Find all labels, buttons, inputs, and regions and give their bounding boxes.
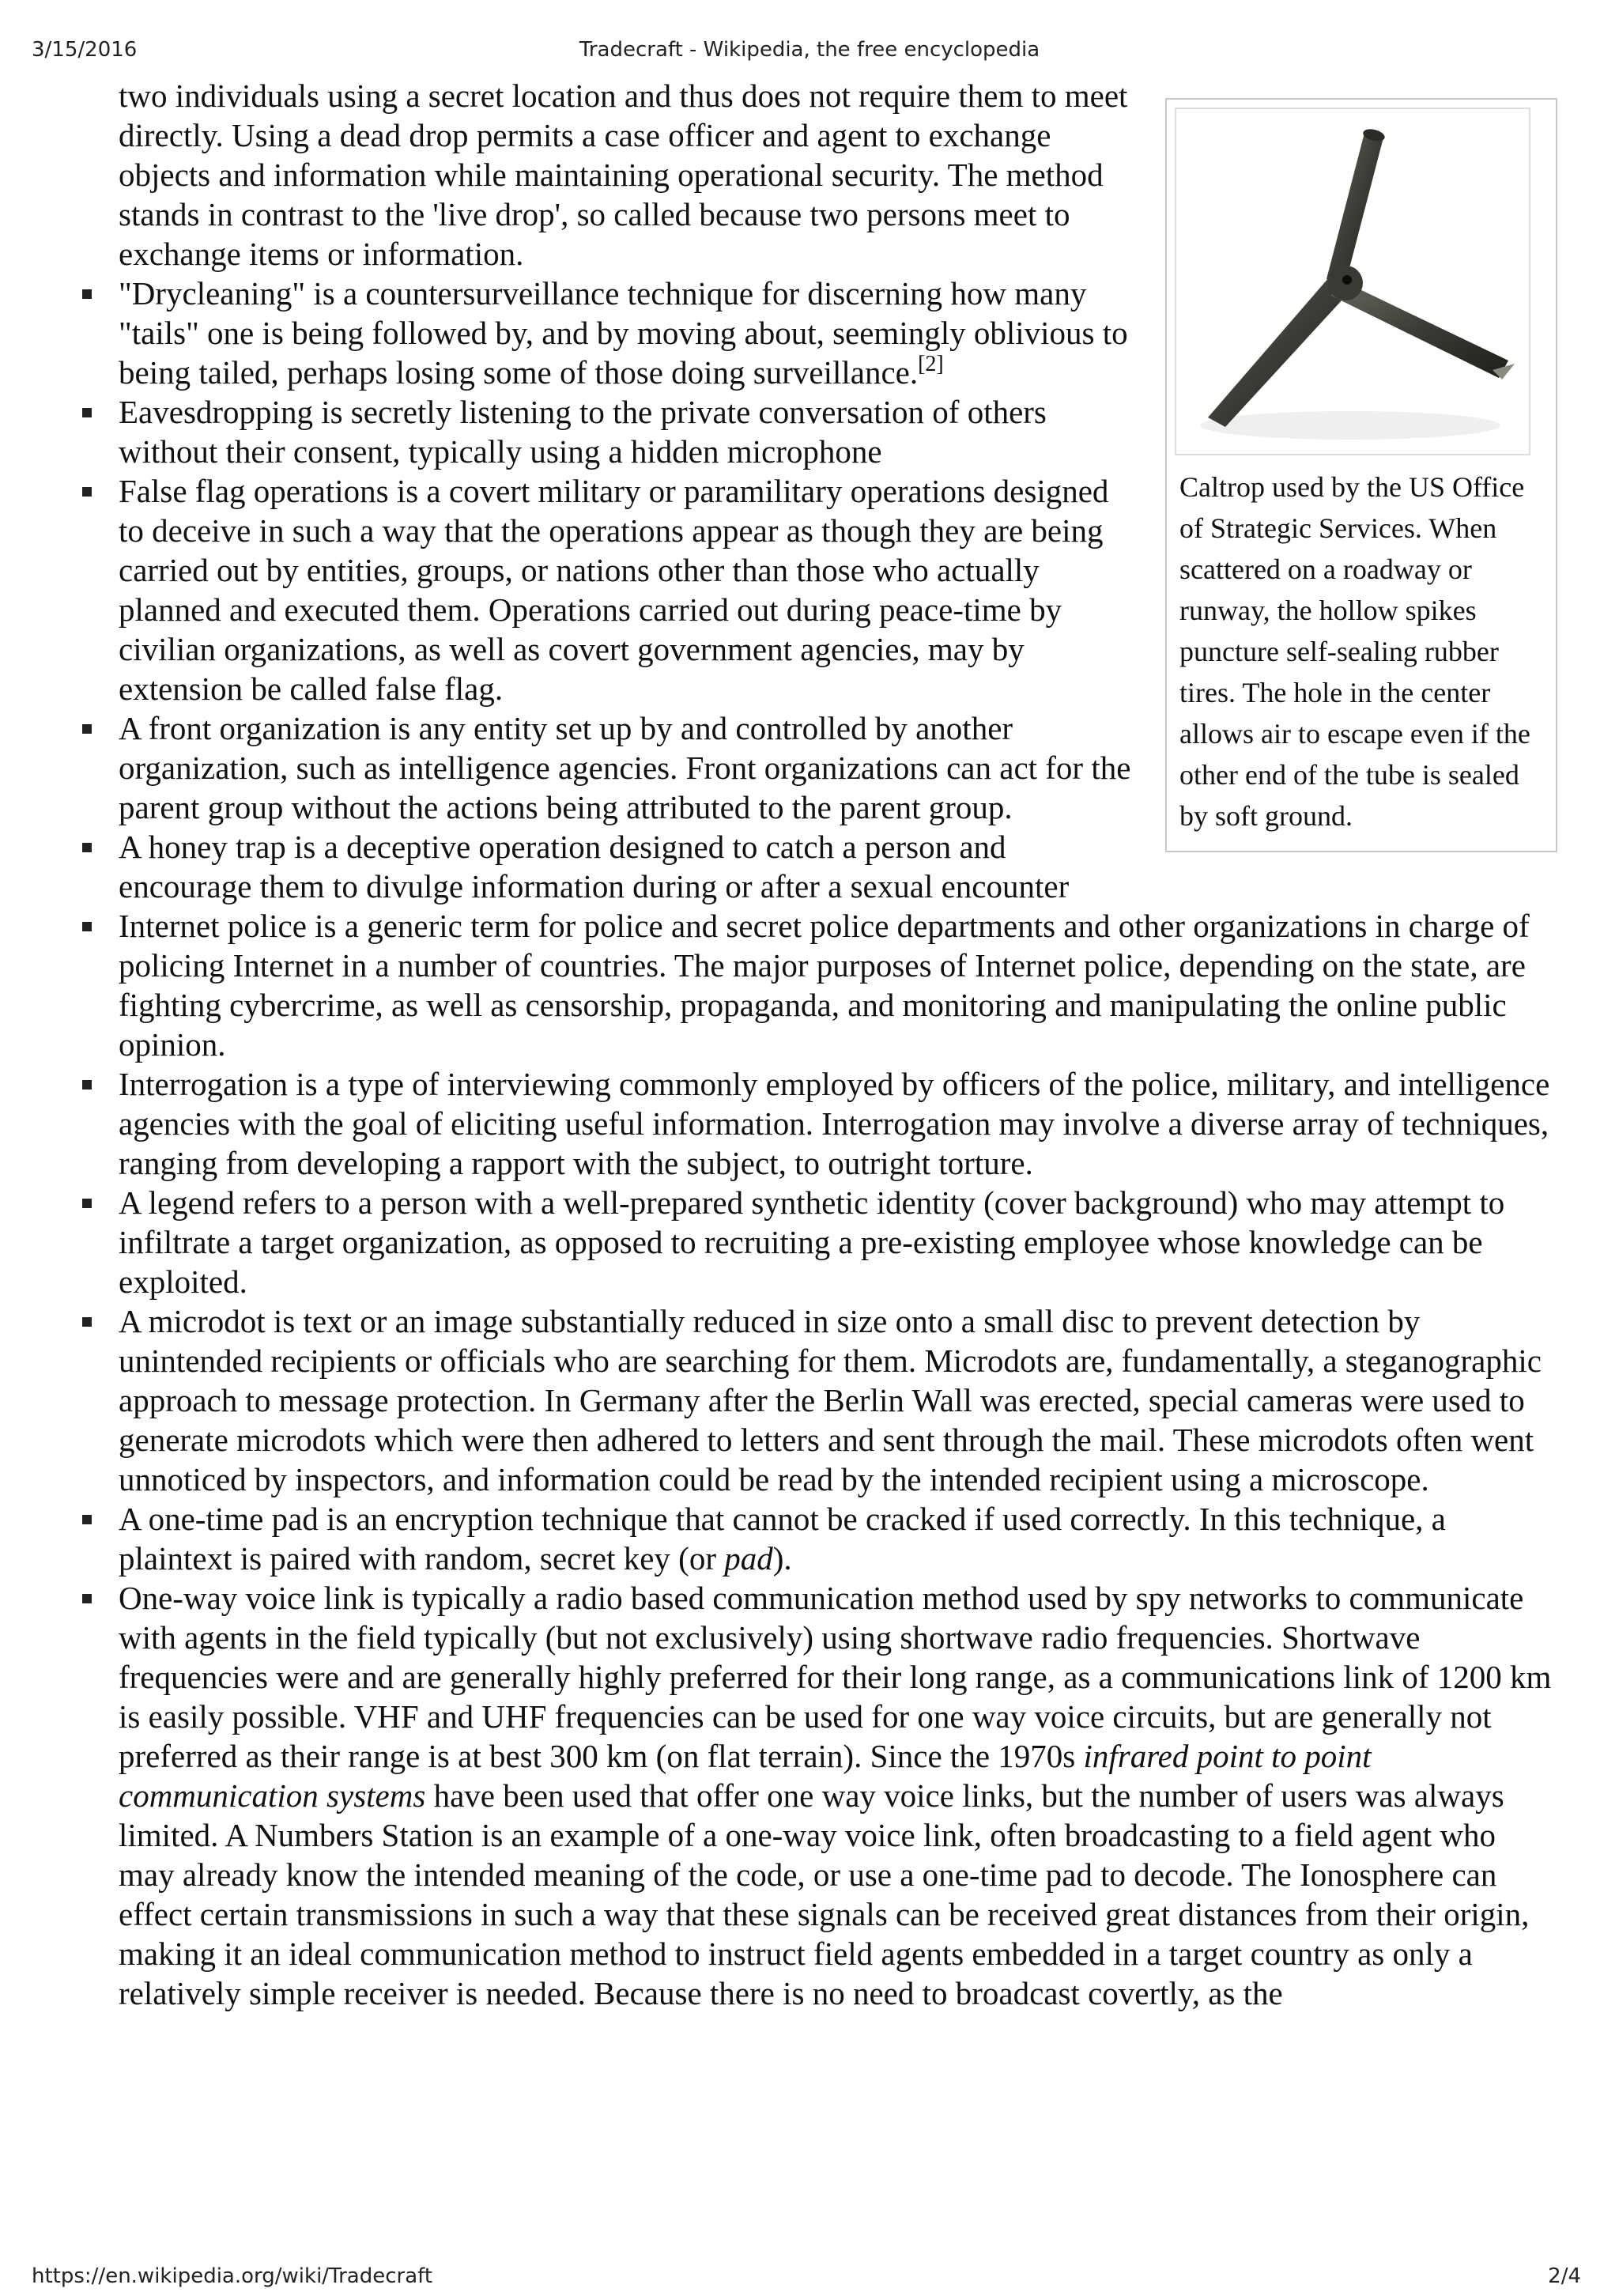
- item-text: False flag operations is a covert military or paramilitary operations designed to deceive in such a way that the operations appear as though they are being carried out by entities, groups, or nations other than those who actually planned and executed them. Operations carried out during peace-time by civilian organizations, as well as covert government agencies, may by extension be called false flag.: [119, 473, 1109, 707]
- list-item: [119, 827, 1557, 906]
- page-number: 2/4: [1548, 2264, 1581, 2288]
- print-footer: [0, 2264, 1619, 2296]
- technique-list: [119, 274, 1557, 2013]
- item-text: A one-time pad is an encryption technique that cannot be cracked if used correctly. In this technique, a plaintext is paired with random, secret key (or: [119, 1501, 1446, 1577]
- item-text: A legend refers to a person with a well-prepared synthetic identity (cover background) who may attempt to infiltrate a target organization, as opposed to recruiting a pre-existing employee whose knowledge can be exploited.: [119, 1184, 1505, 1300]
- list-item: [119, 1499, 1557, 1578]
- figure-caption: Caltrop used by the US Office of Strategic Services. When scattered on a roadway or runway, the hollow spikes puncture self-sealing rubber tires. The hole in the center allows air to escape even if the other end of the tube is sealed by soft ground.: [1179, 471, 1530, 832]
- list-item: [119, 1183, 1557, 1301]
- list-item: [119, 1578, 1557, 2013]
- citation-link[interactable]: [2]: [918, 352, 944, 376]
- list-item: [119, 906, 1557, 1064]
- item-text: Eavesdropping is secretly listening to the private conversation of others without their consent, typically using a hidden microphone: [119, 394, 1047, 470]
- item-text: Internet police is a generic term for police and secret police departments and other organizations in charge of policing Internet in a number of countries. The major purposes of Internet police, depending on the state, are fighting cybercrime, as well as censorship, propaganda, and monitoring and manipulating the online public opinion.: [119, 908, 1530, 1063]
- list-item: [119, 1064, 1557, 1183]
- print-page-title: Tradecraft - Wikipedia, the free encyclopedia: [579, 38, 1040, 62]
- item-text: One-way voice link is typically a radio based communication method used by spy networks to communicate with agents in the field typically (but not exclusively) using shortwave radio frequencies. Shortwave frequencies were and are generally highly preferred for their long range, as a communications link of 1200 km is easily possible. VHF and UHF frequencies can be used for one way voice circuits, but are generally not preferred as their range is at best 300 km (on flat terrain). Since the 1970s: [119, 1580, 1552, 1774]
- italic-term: infrared point to point communication systems: [119, 1738, 1372, 1814]
- item-text: ).: [772, 1540, 792, 1577]
- list-item: [119, 392, 1557, 471]
- list-item: [119, 274, 1557, 392]
- list-item: [119, 471, 1557, 708]
- item-text: "Drycleaning" is a countersurveillance technique for discerning how many "tails" one is being followed by, and by moving about, seemingly oblivious to being tailed, perhaps losing some of those doing surveillance.: [119, 275, 1128, 391]
- article-content: [119, 76, 1557, 2013]
- item-text: A microdot is text or an image substantially reduced in size onto a small disc to prevent detection by unintended recipients or officials who are searching for them. Microdots are, fundamentally, a steganographic approach to message protection. In Germany after the Berlin Wall was erected, special cameras were used to generate microdots which were then adhered to letters and sent through the mail. These microdots often went unnoticed by inspectors, and information could be read by the intended recipient using a microscope.: [119, 1303, 1542, 1497]
- item-text: A honey trap is a deceptive operation designed to catch a person and encourage them to divulge information during or after a sexual encounter: [119, 829, 1070, 904]
- item-text: A front organization is any entity set up by and controlled by another organization, such as intelligence agencies. Front organizations can act for the parent group without the actions being attributed to the parent group.: [119, 710, 1131, 825]
- item-text: Interrogation is a type of interviewing commonly employed by officers of the police, military, and intelligence agencies with the goal of eliciting useful information. Interrogation may involve a diverse array of techniques, ranging from developing a rapport with the subject, to outright torture.: [119, 1066, 1550, 1181]
- print-header: [0, 38, 1619, 70]
- lead-paragraph: two individuals using a secret location and thus does not require them to meet directly. Using a dead drop permits a case officer and agent to exchange objects and information while maintaining operational security. The method stands in contrast to the 'live drop', so called because two persons meet to exchange items or information.: [119, 77, 1128, 272]
- list-item: [119, 1301, 1557, 1499]
- print-url[interactable]: https://en.wikipedia.org/wiki/Tradecraft: [32, 2264, 433, 2288]
- list-item: [119, 708, 1557, 827]
- print-date: 3/15/2016: [32, 38, 138, 62]
- italic-term: pad: [724, 1540, 773, 1577]
- item-text: have been used that offer one way voice links, but the number of users was always limited. A Numbers Station is an example of a one-way voice link, often broadcasting to a field agent who may already know the intended meaning of the code, or use a one-time pad to decode. The Ionosphere can effect certain transmissions in such a way that these signals can be received great distances from their origin, making it an ideal communication method to instruct field agents embedded in a target country as only a relatively simple receiver is needed. Because there is no need to broadcast covertly, as the: [119, 1777, 1530, 2011]
